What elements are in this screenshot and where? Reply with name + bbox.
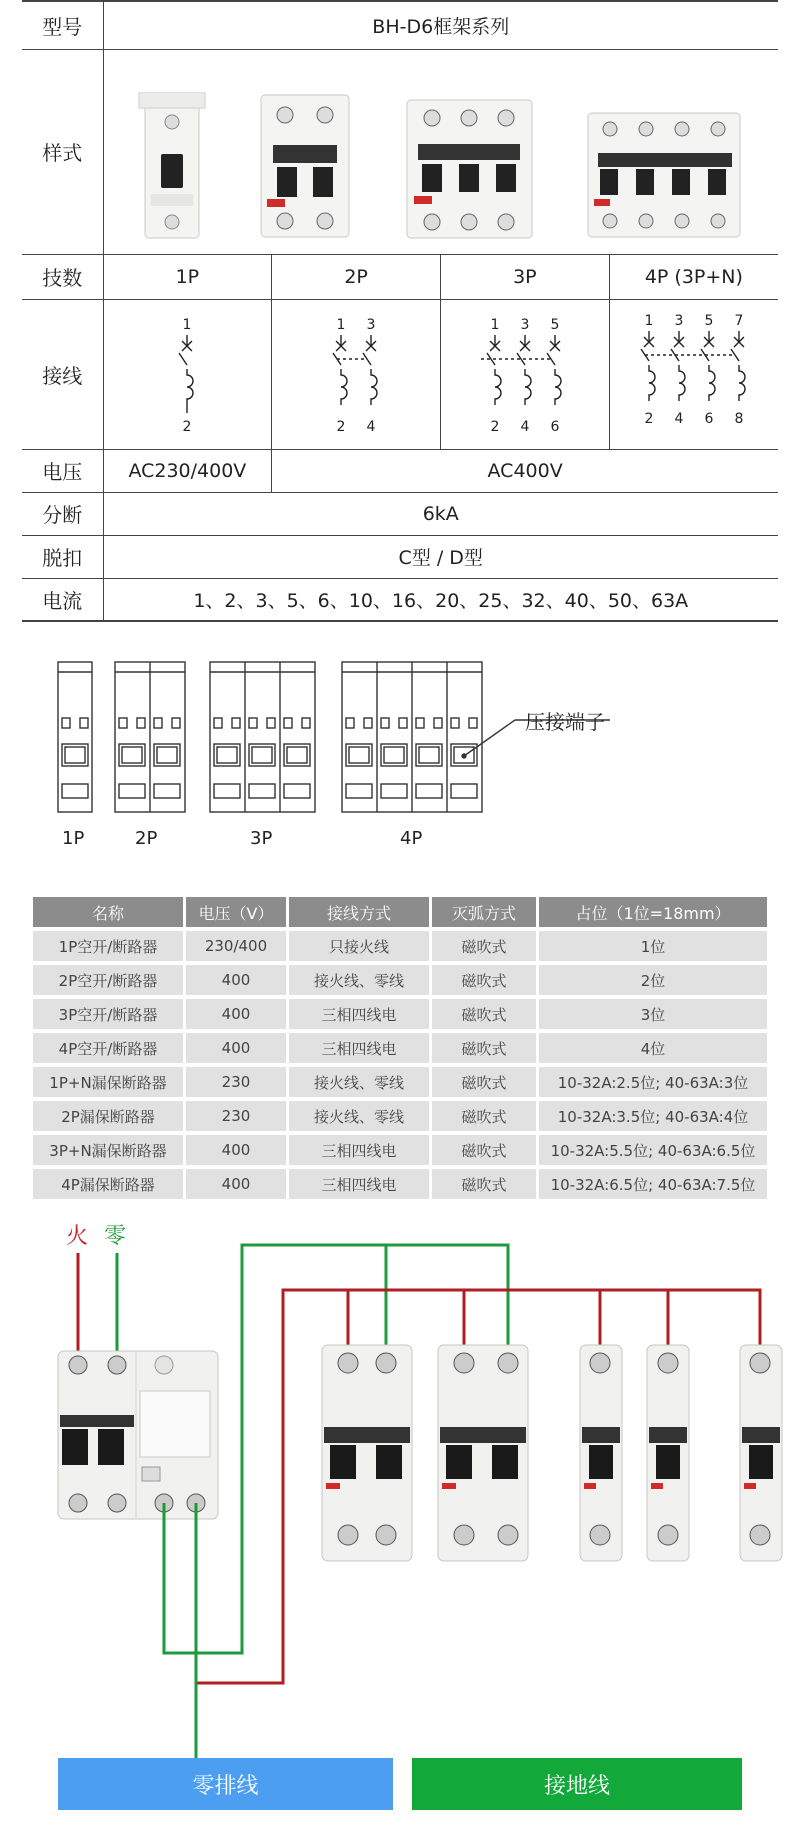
wiring-diagram-3p [441,299,610,449]
cell: 3P+N漏保断路器 [33,1135,183,1165]
terminal-number: 2 [336,418,346,435]
cell: 磁吹式 [432,1033,536,1063]
outline-caption-1p: 1P [62,828,85,849]
terminal-number: 3 [366,316,376,333]
spec-table [22,0,778,622]
wiring-diagram-2p [272,299,441,449]
cell: 磁吹式 [432,1101,536,1131]
cell: 230 [186,1067,286,1097]
poles-value: 1P [103,254,272,299]
cell: 230/400 [186,931,286,961]
cell: 10-32A:5.5位; 40-63A:6.5位 [539,1135,767,1165]
table-row [33,1101,767,1131]
breaking-label: 分断 [22,492,103,535]
cell: 400 [186,1033,286,1063]
outline-4p [342,662,482,812]
terminal-number: 4 [366,418,376,435]
voltage-label: 电压 [22,449,103,492]
wiring-demo [0,1205,800,1835]
terminal-number: 1 [490,316,500,333]
wiring-demo-diagram [0,1205,800,1835]
cell: 4P漏保断路器 [33,1169,183,1199]
spec-row-trip [22,535,778,578]
model-label: 型号 [22,1,103,49]
header-arc: 灭弧方式 [432,897,536,927]
terminal-number: 4 [520,418,530,435]
cell: 三相四线电 [289,1135,429,1165]
poles-label: 技数 [22,254,103,299]
cell: 接火线、零线 [289,1101,429,1131]
cell: 磁吹式 [432,931,536,961]
outline-caption-2p: 2P [135,828,158,849]
cell: 2P漏保断路器 [33,1101,183,1131]
table-row [33,965,767,995]
breaker-1p-c [740,1345,782,1561]
spec-row-breaking [22,492,778,535]
outline-3p [210,662,315,812]
outline-caption-4p: 4P [400,828,423,849]
cell: 400 [186,1135,286,1165]
terminal-number: 1 [644,312,654,329]
terminal-number: 4 [674,410,684,427]
cell: 磁吹式 [432,965,536,995]
cell: 2P空开/断路器 [33,965,183,995]
outline-2p [115,662,185,812]
cell: 磁吹式 [432,1135,536,1165]
wiring-label: 接线 [22,299,103,449]
product-table [30,893,770,1203]
breaker-2p-a [322,1345,412,1561]
cell: 只接火线 [289,931,429,961]
poles-value: 2P [272,254,441,299]
cell: 三相四线电 [289,999,429,1029]
breaking-value: 6kA [103,492,778,535]
terminal-number: 5 [704,312,714,329]
voltage-value-1p: AC230/400V [103,449,272,492]
cell: 三相四线电 [289,1033,429,1063]
crimp-terminal-callout: 压接端子 [525,710,605,734]
table-row [33,1135,767,1165]
header-width: 占位（1位=18mm） [539,897,767,927]
terminal-number: 6 [704,410,714,427]
style-label: 样式 [22,49,103,254]
breaker-1p-image [137,92,207,242]
poles-value: 3P [441,254,610,299]
header-name: 名称 [33,897,183,927]
breaker-2p-b [438,1345,528,1561]
cell: 3位 [539,999,767,1029]
terminal-number: 6 [550,418,560,435]
spec-row-wiring [22,299,778,449]
cell: 2位 [539,965,767,995]
cell: 10-32A:6.5位; 40-63A:7.5位 [539,1169,767,1199]
cell: 接火线、零线 [289,965,429,995]
cell: 磁吹式 [432,1169,536,1199]
spec-row-poles [22,254,778,299]
terminal-number: 2 [644,410,654,427]
product-table-header [33,897,767,927]
cell: 三相四线电 [289,1169,429,1199]
table-row [33,1033,767,1063]
cell: 4P空开/断路器 [33,1033,183,1063]
cell: 400 [186,999,286,1029]
cell: 400 [186,1169,286,1199]
breaker-1p-b [647,1345,689,1561]
spec-row-current [22,578,778,621]
table-row [33,1067,767,1097]
trip-label: 脱扣 [22,535,103,578]
cell: 230 [186,1101,286,1131]
cell: 接火线、零线 [289,1067,429,1097]
cell: 3P空开/断路器 [33,999,183,1029]
breaker-1p-a [580,1345,622,1561]
current-label: 电流 [22,578,103,621]
neutral-wire-label: 零 [104,1224,127,1249]
rcd-main-breaker [58,1351,218,1519]
spec-row-style [22,49,778,254]
cell: 1P+N漏保断路器 [33,1067,183,1097]
terminal-number: 8 [734,410,744,427]
trip-value: C型 / D型 [103,535,778,578]
table-row [33,1169,767,1199]
terminal-number: 7 [734,312,744,329]
voltage-value-other: AC400V [272,449,778,492]
breaker-outline-drawing [0,650,800,870]
table-row [33,931,767,961]
terminal-number: 2 [182,418,192,435]
breaker-4p-image [584,107,744,242]
terminal-number: 1 [336,316,346,333]
spec-row-voltage [22,449,778,492]
header-voltage: 电压（V） [186,897,286,927]
model-value: BH-D6框架系列 [103,1,778,49]
spec-row-model [22,1,778,49]
outline-1p [58,662,92,812]
wiring-diagram-1p [103,299,272,449]
cell: 1位 [539,931,767,961]
neutral-busbar-label: 零排线 [58,1758,393,1810]
cell: 1P空开/断路器 [33,931,183,961]
table-row [33,999,767,1029]
poles-value: 4P (3P+N) [609,254,778,299]
cell: 10-32A:3.5位; 40-63A:4位 [539,1101,767,1131]
cell: 磁吹式 [432,999,536,1029]
outline-modules [0,650,800,820]
live-wire-label: 火 [66,1224,89,1249]
current-value: 1、2、3、5、6、10、16、20、25、32、40、50、63A [103,578,778,621]
outline-caption-3p: 3P [250,828,273,849]
terminal-number: 1 [182,316,192,333]
terminal-number: 5 [550,316,560,333]
header-wiring: 接线方式 [289,897,429,927]
breaker-photos [103,49,778,254]
cell: 磁吹式 [432,1067,536,1097]
cell: 400 [186,965,286,995]
ground-wire-label: 接地线 [412,1758,742,1810]
terminal-number: 2 [490,418,500,435]
cell: 10-32A:2.5位; 40-63A:3位 [539,1067,767,1097]
wiring-diagram-4p [609,299,778,449]
breaker-3p-image [402,92,537,242]
terminal-number: 3 [674,312,684,329]
cell: 4位 [539,1033,767,1063]
terminal-number: 3 [520,316,530,333]
breaker-2p-image [255,87,355,242]
